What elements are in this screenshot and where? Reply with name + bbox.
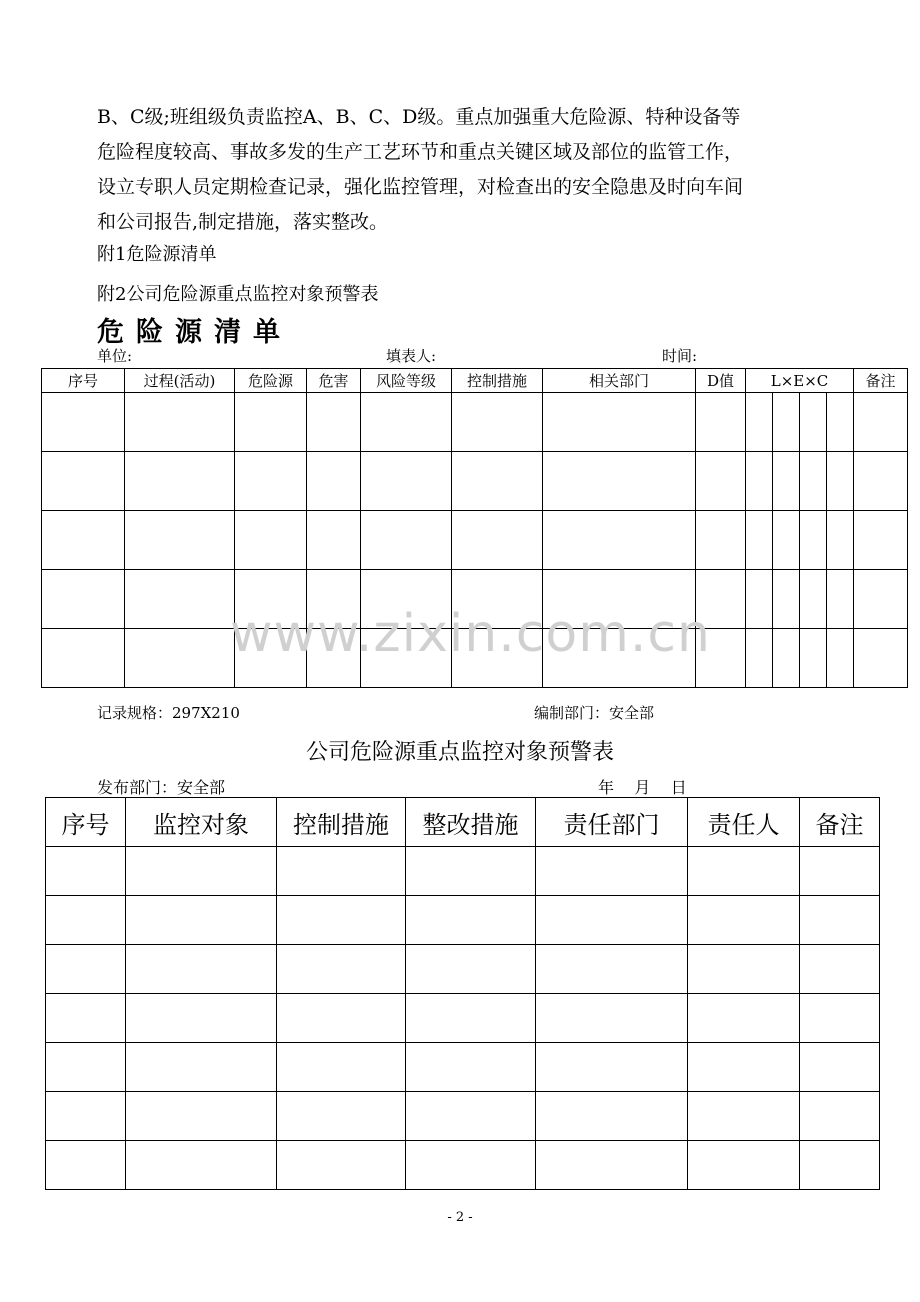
table-cell [696, 511, 746, 570]
table-cell [406, 847, 536, 896]
table-cell [46, 1092, 126, 1141]
table-cell [800, 393, 827, 452]
table-cell [452, 511, 543, 570]
table-row [46, 945, 880, 994]
table-cell [800, 1141, 880, 1190]
table-cell [543, 511, 696, 570]
table-cell [688, 945, 800, 994]
header-cell: 控制措施 [277, 798, 406, 847]
table-cell [42, 452, 125, 511]
table-cell [543, 452, 696, 511]
table-cell [125, 511, 235, 570]
header-cell: 备注 [800, 798, 880, 847]
table-cell [452, 393, 543, 452]
table-cell [46, 1141, 126, 1190]
table-cell [277, 1092, 406, 1141]
paragraph-line: B、C级;班组级负责监控A、B、C、D级。重点加强重大危险源、特种设备等 [97, 106, 741, 128]
table1-title: 危险源清单 [97, 317, 292, 348]
header-cell: L×E×C [746, 369, 854, 393]
table-cell [361, 452, 452, 511]
table-cell [126, 847, 277, 896]
table-cell [746, 452, 773, 511]
table-row [42, 393, 908, 452]
table-cell [800, 994, 880, 1043]
table-cell [42, 570, 125, 629]
unit-label: 单位: [97, 347, 133, 365]
table-cell [125, 452, 235, 511]
table-cell [126, 1141, 277, 1190]
table-cell [827, 452, 854, 511]
table-cell [235, 452, 307, 511]
table-row [46, 1043, 880, 1092]
table-cell [42, 629, 125, 688]
table-cell [307, 393, 361, 452]
table-cell [46, 1043, 126, 1092]
time-label: 时间: [662, 347, 698, 365]
paragraph-line: 危险程度较高、事故多发的生产工艺环节和重点关键区域及部位的监管工作， [97, 141, 744, 163]
table2-header-row [46, 798, 880, 847]
header-cell: 危险源 [235, 369, 307, 393]
table-cell [688, 994, 800, 1043]
header-cell: 过程(活动) [125, 369, 235, 393]
table-cell [536, 896, 688, 945]
table-cell [406, 1043, 536, 1092]
table-cell [800, 629, 827, 688]
table-cell [688, 847, 800, 896]
table-cell [800, 452, 827, 511]
table-cell [746, 629, 773, 688]
table-row [46, 1092, 880, 1141]
table-cell [235, 393, 307, 452]
attachment-2: 附2公司危险源重点监控对象预警表 [97, 284, 379, 305]
table-row [46, 896, 880, 945]
table-cell [696, 393, 746, 452]
table-cell [746, 511, 773, 570]
header-cell: 整改措施 [406, 798, 536, 847]
table-cell [800, 1043, 880, 1092]
table-cell [827, 511, 854, 570]
table-cell [126, 1043, 277, 1092]
table-cell [773, 452, 800, 511]
table-cell [277, 1043, 406, 1092]
table-cell [536, 945, 688, 994]
table-cell [361, 393, 452, 452]
table-cell [746, 393, 773, 452]
table1-header-row [42, 369, 908, 393]
table-row [42, 511, 908, 570]
header-cell: 相关部门 [543, 369, 696, 393]
page-number: - 2 - [447, 1210, 473, 1225]
dept-label: 编制部门：安全部 [534, 704, 655, 722]
header-cell: 责任人 [688, 798, 800, 847]
table-cell [406, 1141, 536, 1190]
paragraph-line: 设立专职人员定期检查记录，强化监控管理，对检查出的安全隐患及时向车间 [97, 176, 744, 198]
table-cell [688, 896, 800, 945]
table-cell [773, 511, 800, 570]
table-cell [800, 945, 880, 994]
table-cell [406, 994, 536, 1043]
header-cell: 备注 [854, 369, 908, 393]
spec-label: 记录规格：297X210 [97, 704, 240, 722]
table-cell [827, 629, 854, 688]
table-cell [406, 896, 536, 945]
table-cell [854, 629, 908, 688]
table-cell [536, 1092, 688, 1141]
table-cell [773, 629, 800, 688]
table-cell [126, 945, 277, 994]
table-cell [800, 1092, 880, 1141]
table-cell [42, 393, 125, 452]
table-cell [688, 1043, 800, 1092]
table-cell [827, 570, 854, 629]
table-row [46, 847, 880, 896]
table-cell [406, 1092, 536, 1141]
attachment-1: 附1危险源清单 [97, 244, 217, 265]
table-cell [126, 1092, 277, 1141]
header-cell: 监控对象 [126, 798, 277, 847]
table-row [46, 994, 880, 1043]
header-cell: 序号 [42, 369, 125, 393]
header-cell: 序号 [46, 798, 126, 847]
body-paragraph [97, 100, 837, 240]
table-cell [277, 1141, 406, 1190]
table-row [46, 1141, 880, 1190]
table-cell [307, 452, 361, 511]
warning-table [45, 797, 880, 1190]
table-cell [800, 511, 827, 570]
table-cell [536, 994, 688, 1043]
header-cell: 责任部门 [536, 798, 688, 847]
publish-label: 发布部门：安全部 [97, 778, 226, 797]
table-cell [361, 511, 452, 570]
table-cell [125, 570, 235, 629]
table-cell [746, 570, 773, 629]
header-cell: 危害 [307, 369, 361, 393]
table-cell [854, 511, 908, 570]
table-cell [46, 896, 126, 945]
paragraph-line: 和公司报告,制定措施，落实整改。 [97, 211, 389, 233]
table-cell [827, 393, 854, 452]
table-cell [854, 570, 908, 629]
table-cell [126, 896, 277, 945]
table-cell [277, 847, 406, 896]
table-cell [543, 393, 696, 452]
table-row [42, 452, 908, 511]
table-cell [406, 945, 536, 994]
table-cell [854, 452, 908, 511]
table-cell [536, 1043, 688, 1092]
table-cell [696, 452, 746, 511]
filler-label: 填表人: [386, 347, 437, 365]
table-cell [46, 994, 126, 1043]
table2-title: 公司危险源重点监控对象预警表 [305, 740, 614, 765]
table-cell [773, 393, 800, 452]
table-cell [688, 1141, 800, 1190]
table-cell [46, 945, 126, 994]
table-cell [800, 570, 827, 629]
table-cell [536, 847, 688, 896]
header-cell: 控制措施 [452, 369, 543, 393]
table-cell [125, 629, 235, 688]
header-cell: 风险等级 [361, 369, 452, 393]
table-cell [800, 847, 880, 896]
table-cell [307, 511, 361, 570]
watermark: www.zixin.com.cn [230, 604, 711, 664]
table-cell [125, 393, 235, 452]
table-cell [277, 994, 406, 1043]
table-cell [452, 452, 543, 511]
table-cell [46, 847, 126, 896]
header-cell: D值 [696, 369, 746, 393]
table-cell [800, 896, 880, 945]
table-cell [688, 1092, 800, 1141]
table-cell [42, 511, 125, 570]
table-cell [235, 511, 307, 570]
table-cell [854, 393, 908, 452]
table-cell [277, 896, 406, 945]
table-cell [277, 945, 406, 994]
date-label: 年 月 日 [598, 778, 687, 797]
table-cell [536, 1141, 688, 1190]
table-cell [773, 570, 800, 629]
table-cell [126, 994, 277, 1043]
